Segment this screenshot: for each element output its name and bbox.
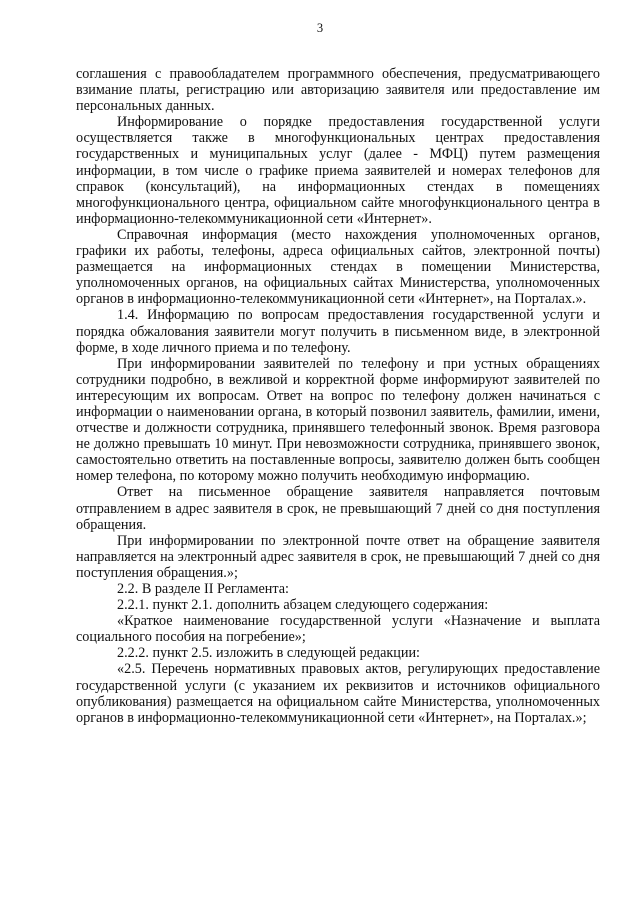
paragraph-2-2: 2.2. В разделе II Регламента: [117,581,289,597]
paragraph-continuation: соглашения с правообладателем программного обеспечения, предусматривающего взимание платы, регистрацию или авторизацию заявителя или предоставление им персональных данных. [76,66,600,115]
paragraph-email-reply: При информировании по электронной почте ответ на обращение заявителя направляется на электронный адрес заявителя в срок, не превышающий 7 дней со дня поступления обращения.»; [76,532,600,581]
paragraph-reference-info: Справочная информация (место нахождения уполномоченных органов, графики их работы, телефоны, адреса официальных сайтов, электронной почты) размещается на информационных стендах в помещении Министерства, уполномоченных органов, на официальных сайтах Министерства, уполномоченных органов в информационно-телекоммуникационной сети «Интернет», на Порталах.». [76,226,600,308]
page-number: 3 [316,21,324,35]
document-body [76,66,600,726]
paragraph-mfc-informing: Информирование о порядке предоставления государственной услуги осуществляется также в многофункциональных центрах предоставления государственных и муниципальных услуг (далее - МФЦ) путем размещения информации, в том числе о графике приема заявителей и номерах телефонов для справок (консультаций), на информационных стендах в помещениях многофункционального центра, официальном сайте многофункционального центра в информационно-телекоммуникационной сети «Интернет». [76,114,600,227]
paragraph-phone-informing: При информировании заявителей по телефону и при устных обращениях сотрудники подробно, в вежливой и корректной форме информируют заявителей по интересующим их вопросам. Ответ на вопрос по телефону должен начинаться с информации о наименовании органа, в который позвонил заявитель, фамилии, имени, отчестве и должности сотрудника, принявшего телефонный звонок. Время разговора не должно превышать 10 минут. При невозможности сотрудника, принявшего звонок, самостоятельно ответить на поставленные вопросы, заявителю должен быть сообщен номер телефона, по которому можно получить необходимую информацию. [76,355,600,485]
paragraph-2-2-1: 2.2.1. пункт 2.1. дополнить абзацем следующего содержания: [117,597,489,614]
paragraph-short-name: «Краткое наименование государственной услуги «Назначение и выплата социального пособия на погребение»; [76,613,600,646]
paragraph-1-4: 1.4. Информацию по вопросам предоставления государственной услуги и порядка обжалования заявители могут получить в письменном виде, в электронной форме, в ходе личного приема и по телефону. [76,307,600,356]
paragraph-written-reply: Ответ на письменное обращение заявителя направляется почтовым отправлением в адрес заявителя в срок, не превышающий 7 дней со дня поступления обращения. [76,484,600,533]
paragraph-2-2-2: 2.2.2. пункт 2.5. изложить в следующей редакции: [117,645,420,662]
paragraph-2-5: «2.5. Перечень нормативных правовых актов, регулирующих предоставление государственной услуги (с указанием их реквизитов и источников официального опубликования) размещается на официальном сайте Министерства, уполномоченных органов в информационно-телекоммуникационной сети «Интернет», на Порталах.»; [76,661,600,726]
